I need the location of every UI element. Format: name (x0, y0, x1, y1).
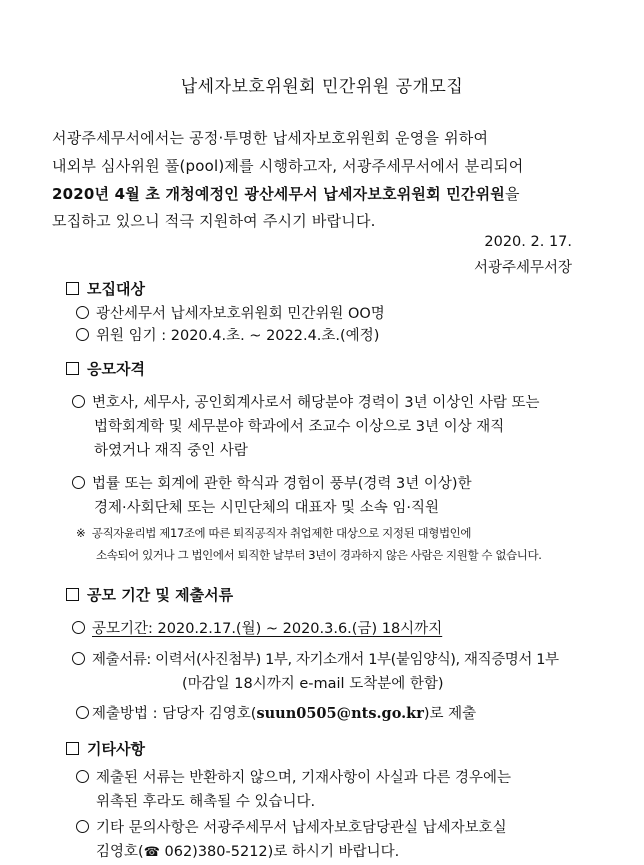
phone-icon: ☎ (143, 845, 160, 860)
target-item-2: 위원 임기 : 2020.4.초. ~ 2022.4.초.(예정) (76, 324, 379, 345)
circle-bullet-icon (72, 621, 85, 634)
circle-bullet-icon (76, 820, 89, 833)
qualification-note-line-2: 소속되어 있거나 그 법인에서 퇴직한 날부터 3년이 경과하지 않은 사람은 지원할 수 없습니다. (96, 548, 542, 562)
circle-bullet-icon (72, 395, 85, 408)
qualification-note-line-1: ※ 공직자윤리법 제17조에 따른 퇴직공직자 취업제한 대상으로 지정된 대형법인에 (76, 526, 472, 540)
submission-method: 제출방법 : 담당자 김영호(suun0505@nts.go.kr)로 제출 (76, 702, 476, 723)
section-heading-etc (66, 738, 145, 759)
circle-bullet-icon (76, 328, 89, 341)
section-heading-label: 응모자격 (87, 360, 145, 378)
qualification-item-2-line-1: 법률 또는 회계에 관한 학식과 경험이 풍부(경력 3년 이상)한 (72, 472, 472, 493)
contact-phone: 062)380-5212 (159, 844, 268, 860)
intro-line-4: 모집하고 있으니 적극 지원하여 주시기 바랍니다. (52, 212, 376, 230)
etc-item-2-line-2: 김영호(☎ 062)380-5212)로 하시기 바랍니다. (96, 844, 400, 860)
qualification-item-1-line-1: 변호사, 세무사, 공인회계사로서 해당분야 경력이 3년 이상인 사람 또는 (72, 391, 540, 412)
documents-line-1: 제출서류: 이력서(사진첨부) 1부, 자기소개서 1부(붙임양식), 재직증명서 1부 (72, 648, 559, 669)
checkbox-square-icon (66, 282, 79, 295)
intro-line-2: 내외부 심사위원 풀(pool)제를 시행하고자, 서광주세무서에서 분리되어 (52, 157, 524, 175)
intro-highlight: 2020년 4월 초 개청예정인 광산세무서 납세자보호위원회 민간위원 (52, 185, 505, 203)
section-heading-period (66, 584, 233, 605)
section-heading-label: 기타사항 (87, 740, 145, 758)
intro-line-3-tail: 을 (504, 185, 520, 203)
documents-line-2: (마감일 18시까지 e-mail 도착분에 한함) (182, 676, 444, 692)
etc-item-1-line-2: 위촉된 후라도 해촉될 수 있습니다. (96, 794, 316, 810)
document-title: 납세자보호위원회 민간위원 공개모집 (180, 77, 464, 97)
etc-item-1-line-1: 제출된 서류는 반환하지 않으며, 기재사항이 사실과 다른 경우에는 (76, 766, 511, 787)
qualification-item-1-line-3: 하였거나 재직 중인 사람 (94, 443, 248, 459)
circle-bullet-icon (76, 306, 89, 319)
qualification-item-1-line-2: 법학회계학 및 세무분야 학과에서 조교수 이상으로 3년 이상 재직 (94, 419, 505, 435)
circle-bullet-icon (76, 770, 89, 783)
circle-bullet-icon (72, 652, 85, 665)
section-heading-label: 모집대상 (87, 280, 145, 298)
section-heading-label: 공모 기간 및 제출서류 (87, 586, 234, 604)
checkbox-square-icon (66, 362, 79, 375)
issuer: 서광주세무서장 (473, 260, 572, 276)
circle-bullet-icon (72, 476, 85, 489)
period-line: 공모기간: 2020.2.17.(월) ~ 2020.3.6.(금) 18시까지 (72, 617, 442, 638)
reference-mark-icon: ※ (76, 526, 86, 540)
target-item-1: 광산세무서 납세자보호위원회 민간위원 OO명 (76, 302, 385, 323)
checkbox-square-icon (66, 742, 79, 755)
intro-line-1: 서광주세무서에서는 공정·투명한 납세자보호위원회 운영을 위하여 (52, 129, 489, 147)
section-heading-target (66, 278, 145, 299)
circle-bullet-icon (76, 706, 89, 719)
qualification-item-2-line-2: 경제·사회단체 또는 시민단체의 대표자 및 소속 임·직원 (94, 500, 440, 516)
contact-email[interactable]: suun0505@nts.go.kr (256, 705, 424, 722)
section-heading-qualification (66, 358, 145, 379)
notice-date: 2020. 2. 17. (484, 234, 572, 250)
checkbox-square-icon (66, 588, 79, 601)
intro-line-3 (52, 183, 520, 204)
etc-item-2-line-1: 기타 문의사항은 서광주세무서 납세자보호담당관실 납세자보호실 (76, 816, 507, 837)
